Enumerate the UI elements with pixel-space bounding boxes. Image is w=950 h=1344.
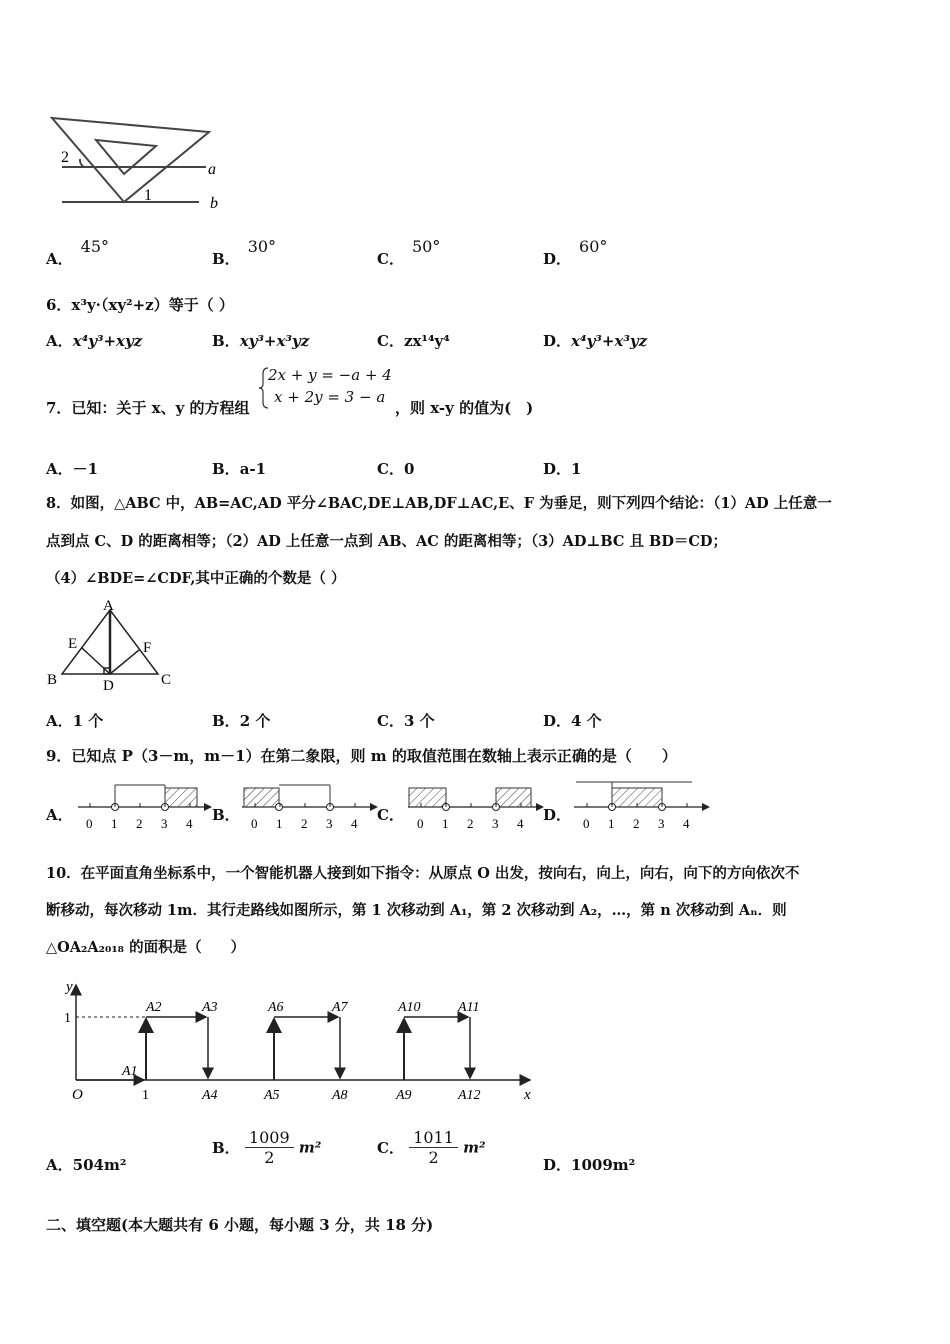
q9-tick-label: 3 [658, 816, 665, 831]
q8-figure [44, 598, 184, 694]
q7-option-c[interactable]: C．0 [377, 460, 415, 478]
q8-line2: 点到点 C、D 的距离相等；（2）AD 上任意一点到 AB、AC 的距离相等；（3）AD⊥BC 且 BD＝CD； [46, 533, 728, 550]
q9-option-d[interactable]: D． [543, 806, 572, 824]
q8-option-a[interactable]: A．1 个 [46, 712, 104, 730]
q8-label-b: B [47, 672, 58, 688]
q9-option-c[interactable]: C． [377, 806, 404, 824]
q9-tick-label: 3 [492, 816, 499, 831]
q10-point-a6: A6 [268, 1000, 284, 1015]
q9-option-b[interactable]: B． [212, 806, 240, 824]
q6-option-a[interactable]: A．x⁴y³+xyz [46, 332, 143, 350]
q9-axis-c [408, 788, 544, 831]
q9-tick-label: 0 [251, 816, 258, 831]
q8-label-d: D [103, 678, 114, 694]
q9-tick-label: 4 [351, 816, 358, 831]
q10-line3: △OA₂A₂₀₁₈ 的面积是（ ） [46, 939, 246, 956]
q9-tick-label: 3 [161, 816, 168, 831]
q8-option-c[interactable]: C．3 个 [377, 712, 435, 730]
q10-point-a12: A12 [458, 1088, 481, 1103]
q7-eq2: x + 2y = 3 − a [274, 388, 386, 406]
q10-option-b-fraction: $\frac{1009}{2}$ [245, 1128, 294, 1167]
section2-title: 二、填空题(本大题共有 6 小题，每小题 3 分，共 18 分) [46, 1216, 434, 1234]
q8-option-d[interactable]: D．4 个 [543, 712, 602, 730]
q7-stem-post: ，则 x-y 的值为( ) [395, 399, 534, 417]
q10-point-a9: A9 [396, 1088, 412, 1103]
q9-tick-label: 1 [442, 816, 449, 831]
q9-tick-label: 0 [417, 816, 424, 831]
q6-option-b[interactable]: B．xy³+x³yz [212, 332, 310, 350]
q8-label-f: F [143, 640, 152, 656]
q8-label-c: C [161, 672, 172, 688]
q5-label-2: 2 [61, 149, 69, 166]
q5-option-a[interactable]: A．45° [46, 237, 109, 268]
q10-line2: 断移动，每次移动 1m．其行走路线如图所示，第 1 次移动到 A₁，第 2 次移动到 A₂，…，第 n 次移动到 Aₙ．则 [46, 902, 787, 919]
q9-stem: 9．已知点 P（3－m，m－1）在第二象限，则 m 的取值范围在数轴上表示正确的是（ ） [46, 747, 677, 765]
q10-option-a[interactable]: A．504m² [46, 1156, 127, 1174]
q7-option-d[interactable]: D．1 [543, 460, 582, 478]
q5-label-1: 1 [144, 187, 152, 204]
q9-tick-label: 1 [276, 816, 283, 831]
q8-label-e: E [68, 636, 78, 652]
q7-stem-pre: 7．已知：关于 x、y 的方程组 [46, 399, 250, 417]
q10-point-a11: A11 [458, 1000, 480, 1015]
q10-point-a3: A3 [202, 1000, 218, 1015]
q9-tick-label: 2 [467, 816, 474, 831]
q9-tick-label: 3 [326, 816, 333, 831]
q9-tick-label: 4 [683, 816, 690, 831]
q5-option-b[interactable]: B．30° [212, 237, 277, 268]
q9-option-a[interactable]: A． [46, 806, 73, 824]
q10-point-a10: A10 [398, 1000, 421, 1015]
q10-origin: O [72, 1087, 83, 1103]
q8-option-b[interactable]: B．2 个 [212, 712, 271, 730]
q7-eq1: 2x + y = −a + 4 [268, 366, 392, 384]
q9-tick-label: 1 [111, 816, 118, 831]
q10-option-b[interactable]: B． $\frac{1009}{2}$ m² [212, 1128, 322, 1167]
q9-tick-label: 4 [186, 816, 193, 831]
q7-option-a[interactable]: A．－1 [46, 460, 99, 478]
q9-axis-b [242, 785, 378, 831]
q10-point-a4: A4 [202, 1088, 218, 1103]
q10-option-d[interactable]: D．1009m² [543, 1156, 636, 1174]
q10-option-c-fraction: $\frac{1011}{2}$ [409, 1128, 458, 1167]
q10-axis-y: y [66, 979, 73, 995]
q10-point-a1: A1 [122, 1064, 138, 1079]
q8-label-a: A [103, 598, 114, 614]
q5-option-d[interactable]: D．60° [543, 237, 608, 268]
q6-option-d[interactable]: D．x⁴y³+x³yz [543, 332, 648, 350]
q10-one-x: 1 [142, 1088, 149, 1103]
q5-figure [44, 108, 244, 218]
q7-option-b[interactable]: B．a-1 [212, 460, 267, 478]
q10-point-a8: A8 [332, 1088, 348, 1103]
q8-line3: （4）∠BDE=∠CDF,其中正确的个数是（ ） [46, 570, 346, 587]
q9-tick-label: 1 [608, 816, 615, 831]
q9-tick-label: 2 [633, 816, 640, 831]
q5-label-b: b [210, 195, 218, 212]
q9-tick-label: 2 [301, 816, 308, 831]
q9-tick-label: 2 [136, 816, 143, 831]
q10-point-a7: A7 [332, 1000, 348, 1015]
q5-label-a: a [208, 161, 216, 178]
q9-axis-a [78, 785, 212, 831]
q6-stem: 6．x³y·（xy²+z）等于（ ） [46, 296, 234, 314]
q10-option-c[interactable]: C． $\frac{1011}{2}$ m² [377, 1128, 486, 1167]
q10-point-a5: A5 [264, 1088, 280, 1103]
q9-tick-label: 0 [583, 816, 590, 831]
q10-axis-x: x [524, 1087, 531, 1103]
q9-number-lines [70, 770, 730, 832]
q9-axis-d [574, 782, 710, 831]
q9-tick-label: 4 [517, 816, 524, 831]
q10-line1: 10．在平面直角坐标系中，一个智能机器人接到如下指令：从原点 O 出发，按向右，向上，向右，向下的方向依次不 [46, 865, 800, 882]
q8-line1: 8．如图，△ABC 中，AB=AC,AD 平分∠BAC,DE⊥AB,DF⊥AC,E、F 为垂足，则下列四个结论：（1）AD 上任意一 [46, 495, 832, 512]
q9-tick-label: 0 [86, 816, 93, 831]
q10-one-y: 1 [64, 1011, 71, 1026]
q6-option-c[interactable]: C．zx¹⁴y⁴ [377, 332, 450, 350]
q5-option-c[interactable]: C．50° [377, 237, 441, 268]
q10-figure [60, 975, 550, 1110]
q10-point-a2: A2 [146, 1000, 162, 1015]
